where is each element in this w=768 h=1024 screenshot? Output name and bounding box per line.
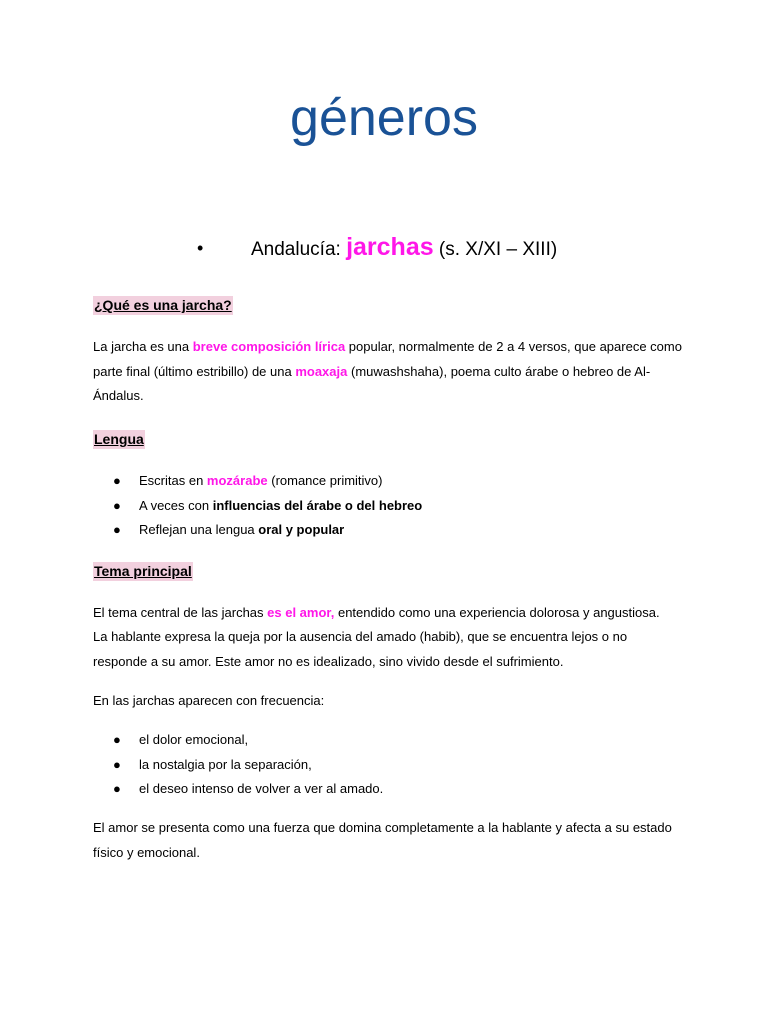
bullet-icon: ● <box>113 497 121 513</box>
paragraph-line <box>93 601 683 626</box>
text-run: el deseo intenso de volver a ver al amado. <box>139 781 384 796</box>
highlight-text: breve composición lírica <box>192 339 346 354</box>
lengua-list <box>113 469 422 543</box>
paragraph-line: En las jarchas aparecen con frecuencia: <box>93 693 325 708</box>
heading-bullet: • <box>197 238 204 258</box>
heading-text <box>251 230 557 267</box>
text-run: La jarcha es una <box>93 339 193 354</box>
text-run: Reflejan una lengua <box>139 522 259 537</box>
highlight-text: mozárabe <box>206 473 268 488</box>
paragraph-line <box>93 360 683 385</box>
list-item <box>113 518 422 543</box>
list-item <box>113 777 383 802</box>
highlight-text: moaxaja <box>295 364 348 379</box>
text-run: (romance primitivo) <box>267 473 383 488</box>
bullet-icon: ● <box>113 781 121 796</box>
section-title-tema: Tema principal <box>94 563 192 579</box>
text-run: A veces con <box>139 497 213 513</box>
list-item <box>113 469 422 494</box>
paragraph-line: responde a su amor. Este amor no es idealizado, sino vivido desde el sufrimiento. <box>93 654 564 669</box>
bullet-icon: ● <box>113 522 121 537</box>
section-title-lengua: Lengua <box>94 431 144 447</box>
bullet-icon: ● <box>113 473 121 488</box>
tema-list <box>113 728 383 802</box>
heading-prefix: Andalucía: <box>251 239 347 260</box>
text-run: entendido como una experiencia dolorosa y angustiosa. <box>334 605 660 620</box>
bold-text: influencias del árabe o del hebreo <box>212 497 423 513</box>
text-run: El tema central de las jarchas <box>93 605 268 620</box>
heading-line <box>0 230 768 266</box>
list-item <box>113 728 383 753</box>
highlight-text: es el amor, <box>267 605 335 620</box>
paragraph-line: físico y emocional. <box>93 845 200 860</box>
heading-accent: jarchas <box>346 233 434 261</box>
text-run: el dolor emocional, <box>139 732 249 747</box>
text-run: la nostalgia por la separación, <box>139 756 312 772</box>
text-run: (muwashshaha), poema culto árabe o hebreo de Al- <box>347 364 651 379</box>
section-title-que-es: ¿Qué es una jarcha? <box>94 297 232 313</box>
paragraph-line <box>93 335 683 360</box>
paragraph-line: La hablante expresa la queja por la ausencia del amado (habib), que se encuentra lejos o no <box>93 629 628 644</box>
bullet-icon: ● <box>113 756 121 772</box>
list-item <box>113 494 422 519</box>
bold-text: oral y popular <box>258 522 345 537</box>
text-run: Escritas en <box>139 473 207 488</box>
text-run: popular, normalmente de 2 a 4 versos, que aparece como <box>345 339 682 354</box>
document-title: géneros <box>290 89 478 147</box>
text-run: parte final (último estribillo) de una <box>93 364 296 379</box>
paragraph-line: El amor se presenta como una fuerza que domina completamente a la hablante y afecta a su estado <box>93 820 672 835</box>
heading-suffix: (s. X/XI – XIII) <box>433 239 558 260</box>
paragraph-line: Ándalus. <box>93 388 144 403</box>
bullet-icon: ● <box>113 732 121 747</box>
list-item <box>113 753 383 778</box>
